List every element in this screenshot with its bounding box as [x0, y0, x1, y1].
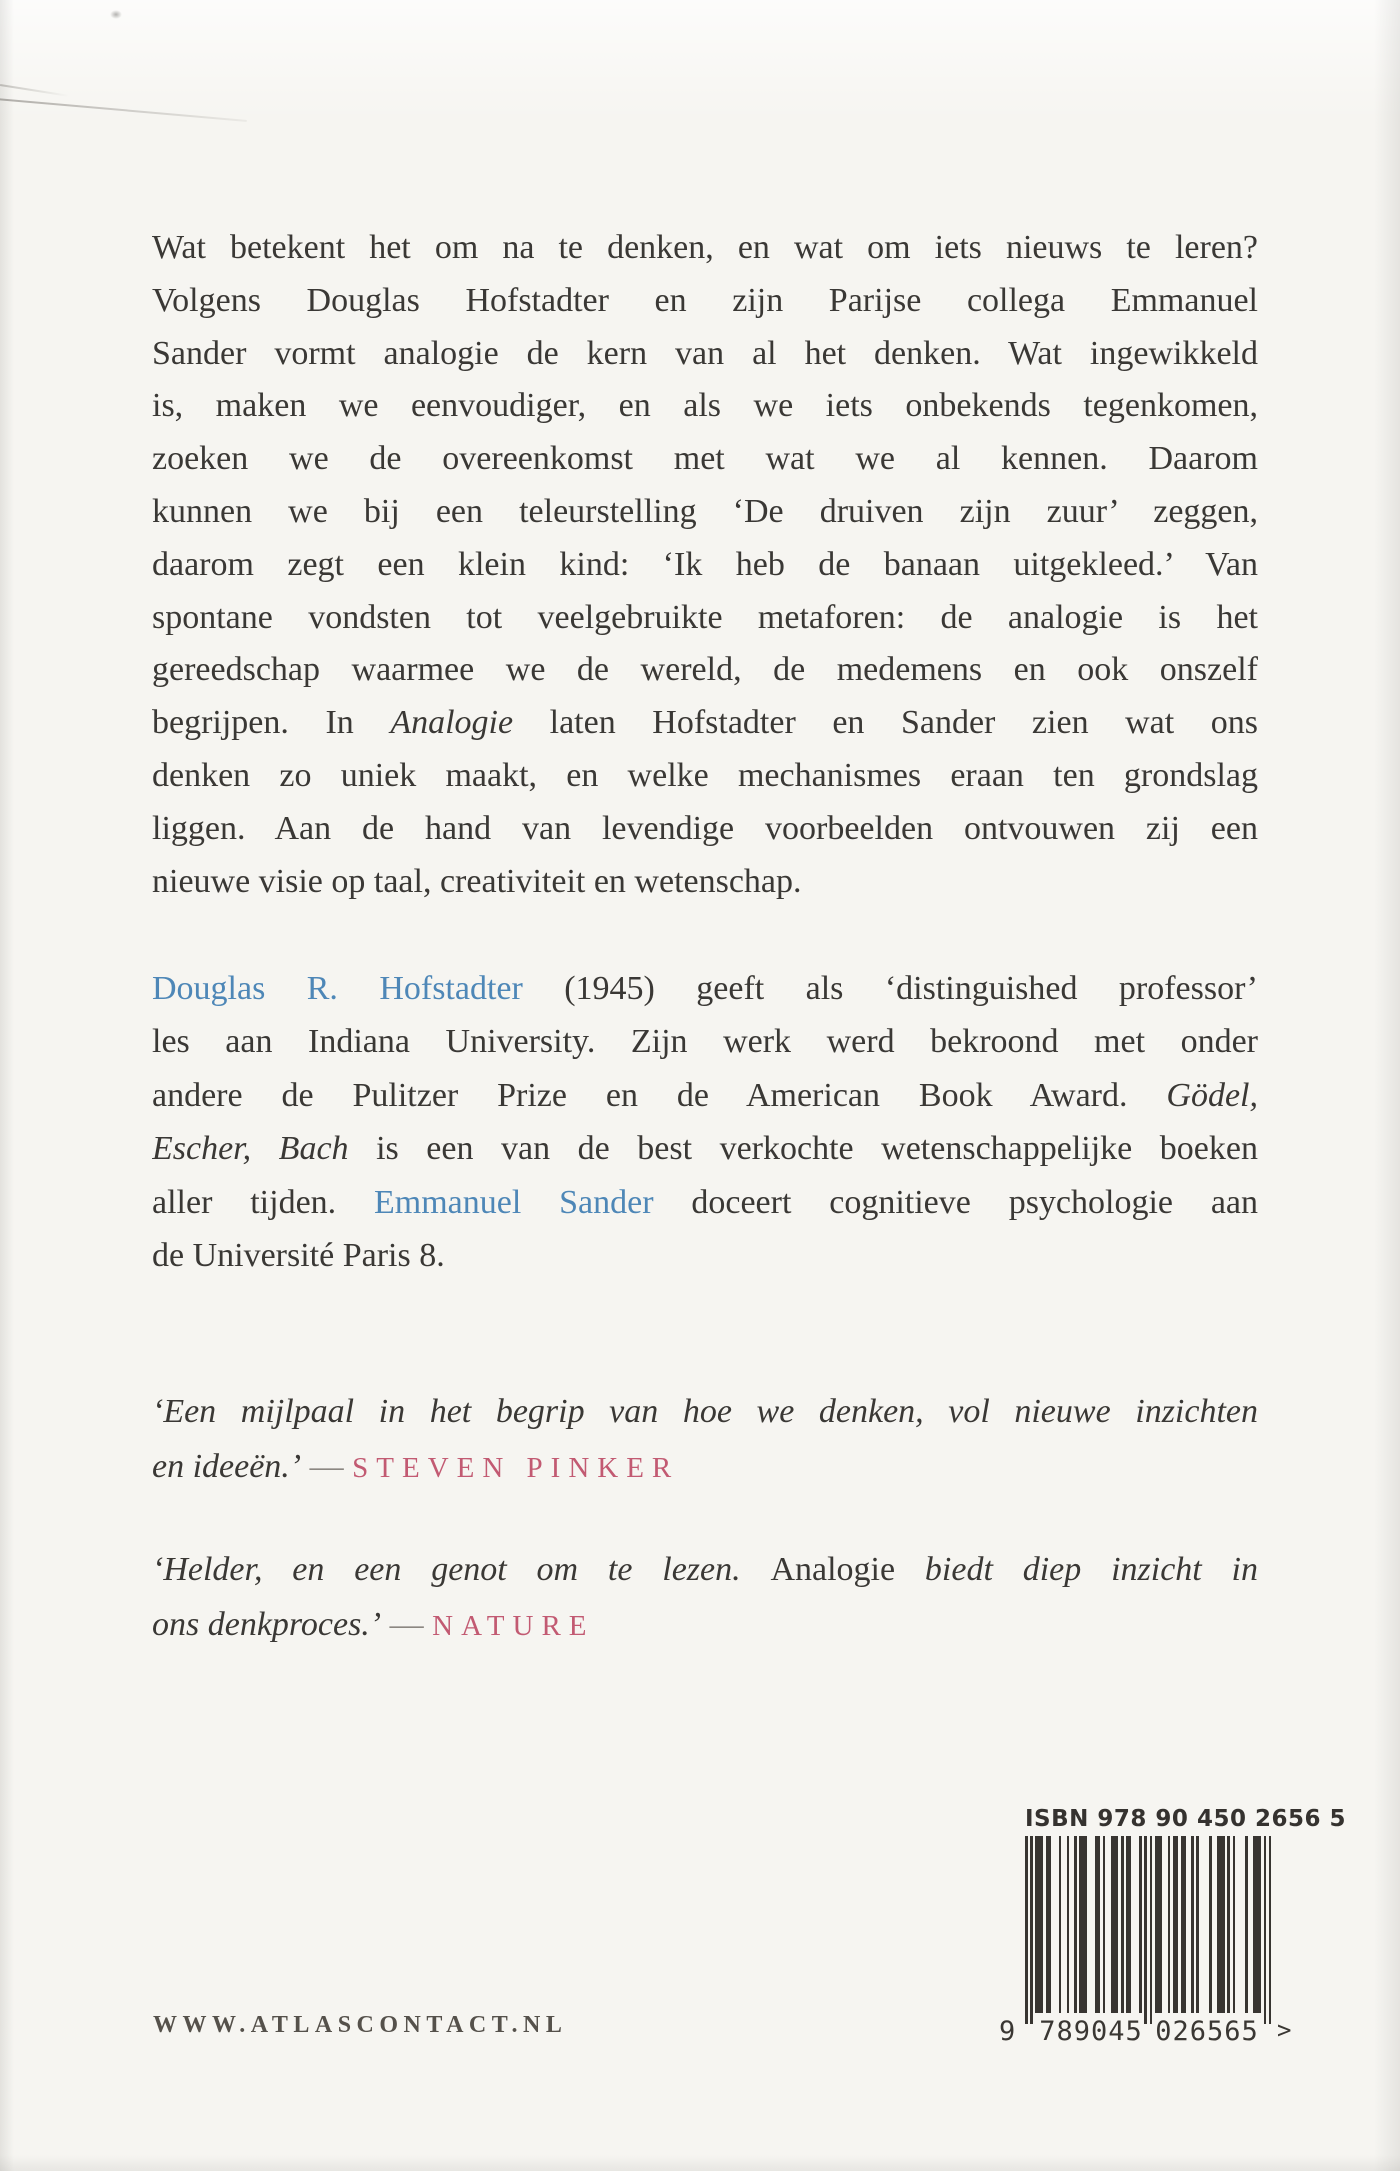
review-quote-pinker	[152, 1384, 1258, 1494]
text-line	[152, 1229, 1258, 1282]
attribution-dash: —	[381, 1606, 433, 1643]
text-segment: nieuwe visie op taal, creativiteit en wetenschap.	[152, 862, 802, 900]
text-segment: doceert cognitieve psychologie aan	[653, 1183, 1258, 1221]
text-segment: Gödel,	[1166, 1076, 1258, 1114]
barcode-digits-right: 026565	[1155, 2016, 1259, 2047]
author-name: Emmanuel Sander	[374, 1183, 654, 1221]
text-line	[152, 1015, 1258, 1068]
synopsis-paragraph	[152, 222, 1258, 908]
attribution-dash: —	[301, 1448, 353, 1485]
scan-left-edge-shadow	[0, 0, 14, 2171]
text-line	[152, 222, 1258, 275]
text-segment: laten Hofstadter en Sander zien wat ons	[513, 704, 1258, 742]
scan-bottom-edge-shadow	[0, 2155, 1400, 2171]
text-segment: de Université Paris 8.	[152, 1236, 445, 1274]
text-segment: is, maken we eenvoudiger, en als we iets onbekends tegenkomen,	[152, 387, 1258, 425]
scan-right-edge-shadow	[1374, 0, 1400, 2171]
text-line	[152, 328, 1258, 381]
text-line	[152, 1122, 1258, 1175]
text-line	[152, 486, 1258, 539]
review-quote-nature	[152, 1542, 1258, 1652]
text-line	[152, 539, 1258, 592]
barcode-digit-first: 9	[999, 2016, 1016, 2047]
text-line	[152, 750, 1258, 803]
text-line	[152, 1439, 1258, 1494]
text-segment: biedt diep inzicht in	[895, 1551, 1258, 1588]
text-segment: Volgens Douglas Hofstadter en zijn Parijse collega Emmanuel	[152, 281, 1258, 319]
author-bio-paragraph	[152, 962, 1258, 1282]
text-line	[152, 962, 1258, 1015]
text-line	[152, 275, 1258, 328]
text-segment: spontane vondsten tot veelgebruikte metaforen: de analogie is het	[152, 598, 1258, 636]
text-segment: aller tijden.	[152, 1183, 374, 1221]
text-segment: Wat betekent het om na te denken, en wat om iets nieuws te leren?	[152, 229, 1258, 266]
text-segment: denken zo uniek maakt, en welke mechanismes eraan ten grondslag	[152, 756, 1258, 794]
text-segment: en ideeën.’	[152, 1448, 302, 1485]
text-line	[152, 1384, 1258, 1439]
text-segment: Sander vormt analogie de kern van al het denken. Wat ingewikkeld	[152, 334, 1258, 372]
text-line	[152, 856, 1258, 909]
text-segment: ‘Helder, en een genot om te lezen.	[152, 1551, 771, 1588]
text-line	[152, 433, 1258, 486]
barcode-quiet-zone-arrow: >	[1277, 2016, 1292, 2044]
text-segment: Analogie	[770, 1551, 896, 1588]
quote-attribution: NATURE	[432, 1610, 595, 1642]
text-line	[152, 697, 1258, 750]
publisher-website-url: WWW.ATLASCONTACT.NL	[153, 2012, 568, 2038]
text-line	[152, 380, 1258, 433]
text-segment: is een van de best verkochte wetenschappelijke boeken	[348, 1130, 1258, 1168]
text-segment: daarom zegt een klein kind: ‘Ik heb de banaan uitgekleed.’ Van	[152, 545, 1258, 583]
text-line	[152, 803, 1258, 856]
text-segment: les aan Indiana University. Zijn werk werd bekroond met onder	[152, 1023, 1258, 1061]
text-segment: (1945) geeft als ‘distinguished professor’	[522, 970, 1258, 1007]
text-segment: gereedschap waarmee we de wereld, de medemens en ook onszelf	[152, 651, 1258, 689]
text-segment: Analogie	[390, 704, 514, 742]
ean-barcode-bars	[1025, 1836, 1272, 2024]
scan-speck	[110, 10, 122, 19]
text-segment: begrijpen. In	[152, 704, 391, 742]
quote-attribution: STEVEN PINKER	[352, 1452, 680, 1484]
barcode-bar	[1269, 1836, 1272, 2024]
text-line	[152, 644, 1258, 697]
isbn-label: ISBN 978 90 450 2656 5	[1025, 1806, 1346, 1832]
text-line	[152, 592, 1258, 645]
text-segment: kunnen we bij een teleurstelling ‘De druiven zijn zuur’ zeggen,	[152, 492, 1258, 530]
text-segment: Escher, Bach	[152, 1130, 349, 1168]
text-segment: andere de Pulitzer Prize en de American Book Award.	[152, 1076, 1167, 1114]
text-segment: liggen. Aan de hand van levendige voorbeelden ontvouwen zij een	[152, 809, 1258, 847]
text-line	[152, 1176, 1258, 1229]
text-segment: ‘Een mijlpaal in het begrip van hoe we denken, vol nieuwe inzichten	[152, 1393, 1258, 1430]
ean-barcode	[999, 1836, 1292, 2047]
scan-top-fade	[0, 0, 1400, 120]
text-line	[152, 1069, 1258, 1122]
barcode-digits-left: 789045	[1039, 2016, 1143, 2047]
text-line	[152, 1597, 1258, 1652]
text-segment: ons denkproces.’	[152, 1606, 382, 1643]
text-line	[152, 1542, 1258, 1597]
text-segment: zoeken we de overeenkomst met wat we al kennen. Daarom	[152, 440, 1258, 478]
author-name: Douglas R. Hofstadter	[152, 970, 523, 1007]
